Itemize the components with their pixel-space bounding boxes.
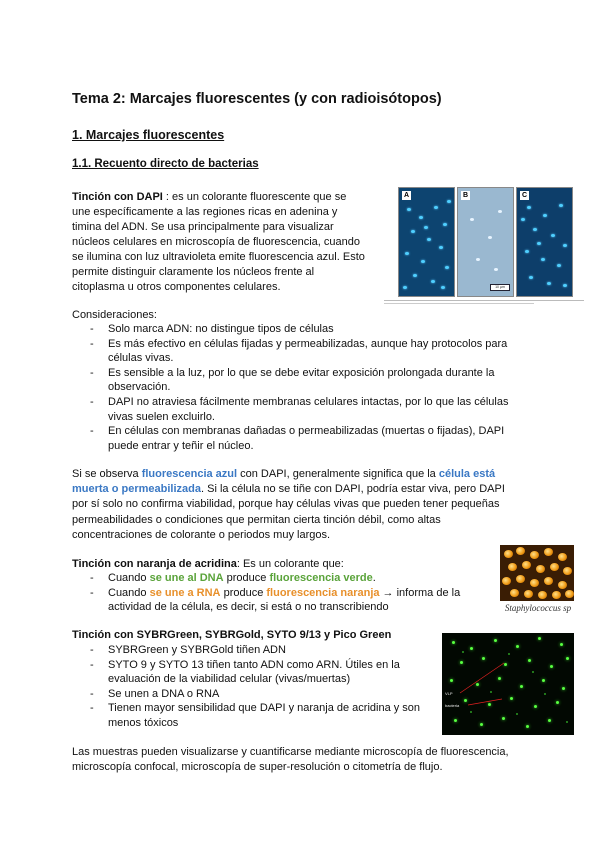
figure-label-bacteria: bacteria: [445, 703, 460, 708]
dapi-paragraph: Tinción con DAPI : es un colorante fluorescente que se une específicamente a las regiones ricas en adenina y timina del ADN. Se usa principalmente para visualizar núcleos celulares en microscopía de fluorescencia, cuando se ilumina con luz ultravioleta emite fluorescencia azul. Esto permite distinguir claramente los núcleos frente al citoplasma u otros componentes celulares.: [72, 191, 365, 293]
list-item: - Es más efectivo en células fijadas y permeabilizadas, aunque hay protocolos para células vivas.: [90, 337, 518, 366]
dapi-micrograph-figure: [398, 187, 580, 297]
page-title: Tema 2: Marcajes fluorescentes (y con radioisótopos): [72, 91, 442, 107]
figure-arrows: [442, 633, 574, 735]
dapi-interpretation-paragraph: Si se observa fluorescencia azul con DAPI, generalmente significa que la célula está muerta o permeabilizada. Si la célula no se tiñe con DAPI, podría estar viva, pero DAPI por sí solo no confirma viabilidad, porque hay células vivas que pueden tener pequeñas permeabilidades o condiciones que permitan cierta tinción débil, como altas concentraciones de colorante o periodos muy largos.: [72, 468, 505, 541]
acridine-heading: Tinción con naranja de acridina: Es un colorante que:: [72, 558, 344, 570]
list-item: - Cuando se une a RNA produce fluorescencia naranja → informa de la actividad de la célula, es decir, si está o no transcribiendo: [90, 586, 468, 615]
figure-caption-line: [384, 303, 534, 304]
list-item: - DAPI no atraviesa fácilmente membranas celulares intactas, por lo que las células vivas suelen excluirlo.: [90, 395, 518, 424]
figure-caption-line: [384, 300, 584, 301]
acridine-micrograph: [500, 545, 574, 601]
micrograph-panel-b: B 10 µm: [457, 187, 514, 297]
list-item: - Se unen a DNA o RNA: [90, 687, 435, 702]
list-item: - Cuando se une al DNA produce fluorescencia verde.: [90, 571, 468, 586]
sybr-micrograph: [442, 633, 574, 735]
sybr-heading: Tinción con SYBRGreen, SYBRGold, SYTO 9/13 y Pico Green: [72, 629, 392, 641]
list-item: - Tienen mayor sensibilidad que DAPI y naranja de acridina y son menos tóxicos: [90, 701, 435, 730]
list-item: - Solo marca ADN: no distingue tipos de células: [90, 322, 518, 337]
acridine-list: [90, 571, 468, 615]
figure-label-vlp: VLP: [445, 691, 453, 696]
list-item: - SYTO 9 y SYTO 13 tiñen tanto ADN como ARN. Útiles en la evaluación de la viabilidad celular (vivas/muertas): [90, 658, 435, 687]
considerations-label: Consideraciones:: [72, 309, 157, 321]
highlight-dead-cell: célula está muerta o permeabilizada: [72, 468, 496, 496]
subsection-heading: 1.1. Recuento directo de bacterias: [72, 158, 259, 170]
micrograph-panel-a: A: [398, 187, 455, 297]
scale-bar: 10 µm: [490, 284, 510, 291]
considerations-list: [90, 322, 518, 453]
acridine-figure-caption: Staphylococcus sp: [504, 603, 572, 613]
sybr-list: [90, 643, 435, 731]
dapi-term: Tinción con DAPI: [72, 191, 163, 203]
highlight-blue-fluorescence: fluorescencia azul: [141, 468, 238, 480]
list-item: - Es sensible a la luz, por lo que se debe evitar exposición prolongada durante la observación.: [90, 366, 518, 395]
list-item: - En células con membranas dañadas o permeabilizadas (muertas o fijadas), DAPI puede entrar y teñir el núcleo.: [90, 424, 518, 453]
section-heading: 1. Marcajes fluorescentes: [72, 128, 225, 142]
closing-paragraph: Las muestras pueden visualizarse y cuantificarse mediante microscopía de fluorescencia, microscopía confocal, microscopía de super-resolución o citometría de flujo.: [72, 746, 509, 773]
list-item: - SYBRGreen y SYBRGold tiñen ADN: [90, 643, 435, 658]
micrograph-panel-c: C: [516, 187, 573, 297]
